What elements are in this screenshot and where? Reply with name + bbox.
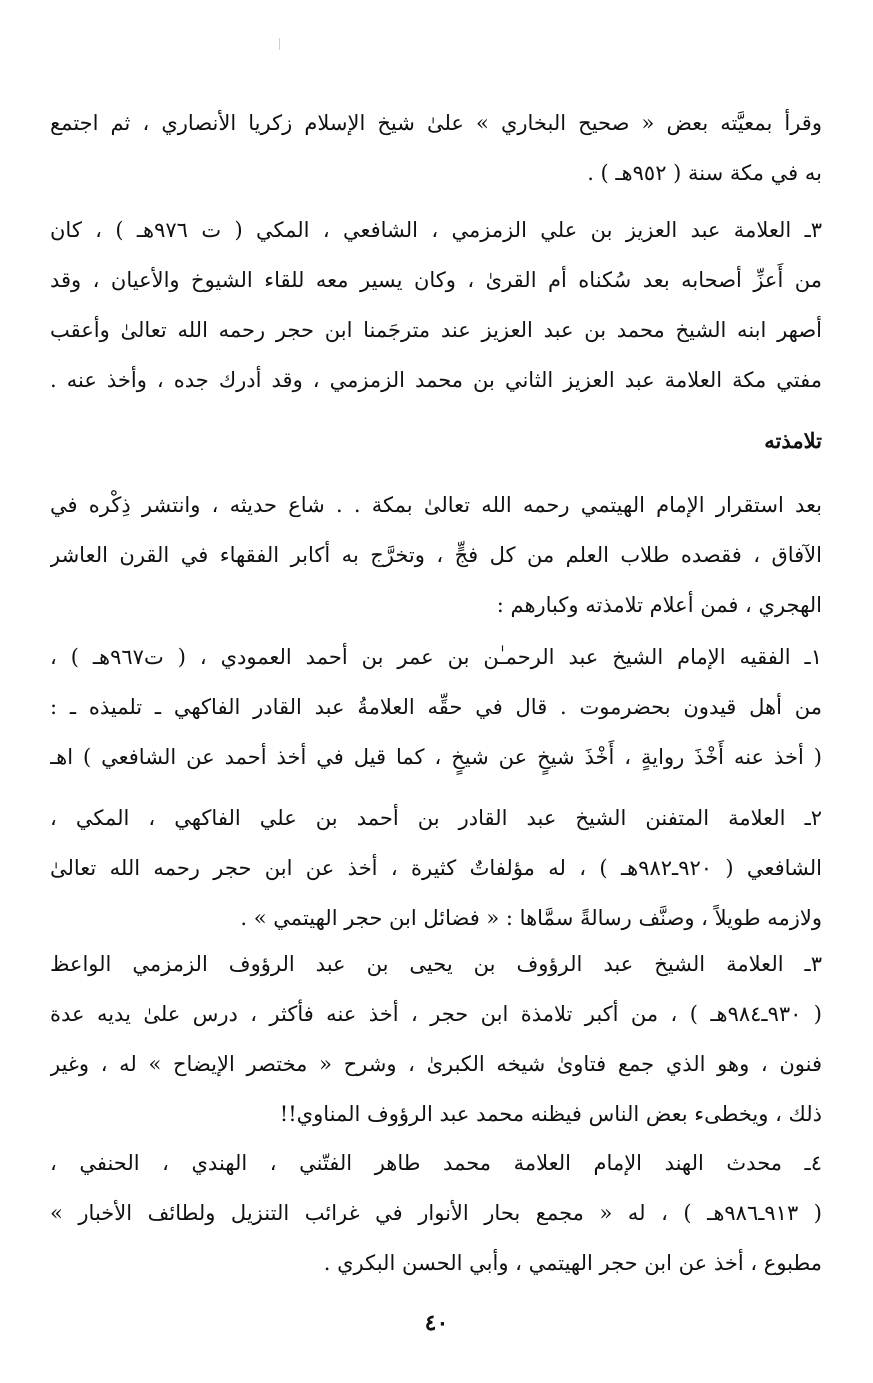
text-line: ٤ـ محدث الهند الإمام العلامة محمد طاهر الفتّني ، الهندي ، الحنفي ، [50, 1151, 822, 1175]
text-line: ٢ـ العلامة المتفنن الشيخ عبد القادر بن أحمد بن علي الفاكهي ، المكي ، [50, 806, 822, 830]
text-line: به في مكة سنة ( ٩٥٢هـ ) . [587, 161, 822, 185]
text-line: من أهل قيدون بحضرموت . قال في حقِّه العلامةُ عبد القادر الفاكهي ـ تلميذه ـ : [50, 695, 822, 719]
text-line: ولازمه طويلاً ، وصنَّف رسالةً سمَّاها : « فضائل ابن حجر الهيتمي » . [240, 906, 822, 930]
paragraph-student-1 [50, 632, 822, 782]
text-line: وقرأ بمعيَّته بعض « صحيح البخاري » علىٰ شيخ الإسلام زكريا الأنصاري ، ثم اجتمع [50, 111, 822, 135]
paragraph-continuation [50, 98, 822, 198]
page-number: ٤٠ [424, 1310, 449, 1336]
text-line: ( ٩٣٠ـ٩٨٤هـ ) ، من أكبر تلامذة ابن حجر ، أخذ عنه فأكثر ، درس علىٰ يديه عدة [50, 1002, 822, 1026]
margin-mark [279, 38, 280, 50]
paragraph-student-2 [50, 793, 822, 943]
text-line: ذلك ، ويخطىء بعض الناس فيظنه محمد عبد الرؤوف المناوي!! [279, 1102, 822, 1126]
paragraph-student-3 [50, 939, 822, 1139]
paragraph-intro [50, 480, 822, 630]
text-line: ١ـ الفقيه الإمام الشيخ عبد الرحمـٰن بن عمر بن أحمد العمودي ، ( ت٩٦٧هـ ) ، [50, 645, 822, 669]
text-line: الآفاق ، فقصده طلاب العلم من كل فجٍّ ، وتخرَّج به أكابر الفقهاء في القرن العاشر [50, 543, 822, 567]
section-heading: تلامذته [764, 428, 822, 453]
text-line: ٣ـ العلامة الشيخ عبد الرؤوف بن يحيى بن عبد الرؤوف الزمزمي الواعظ [50, 952, 822, 976]
text-line: أصهر ابنه الشيخ محمد بن عبد العزيز عند مترجَمنا ابن حجر رحمه الله تعالىٰ وأعقب [50, 318, 822, 342]
text-line: الهجري ، فمن أعلام تلامذته وكبارهم : [496, 593, 822, 617]
text-line: ٣ـ العلامة عبد العزيز بن علي الزمزمي ، الشافعي ، المكي ( ت ٩٧٦هـ ) ، كان [50, 218, 822, 242]
text-line: من أَعزِّ أصحابه بعد سُكناه أم القرىٰ ، وكان يسير معه للقاء الشيوخ والأعيان ، وقد [50, 268, 822, 292]
text-line: ( أخذ عنه أَخْذَ روايةٍ ، أَخْذَ شيخٍ عن شيخٍ ، كما قيل في أخذ أحمد عن الشافعي ) اهـ [50, 745, 822, 769]
text-line: مطبوع ، أخذ عن ابن حجر الهيتمي ، وأبي الحسن البكري . [323, 1251, 822, 1275]
text-line: بعد استقرار الإمام الهيتمي رحمه الله تعالىٰ بمكة . . شاع حديثه ، وانتشر ذِكْره في [50, 493, 822, 517]
text-line: ( ٩١٣ـ٩٨٦هـ ) ، له « مجمع بحار الأنوار في غرائب التنزيل ولطائف الأخبار » [50, 1201, 822, 1225]
paragraph-student-4 [50, 1138, 822, 1288]
text-line: الشافعي ( ٩٢٠ـ٩٨٢هـ ) ، له مؤلفاتٌ كثيرة ، أخذ عن ابن حجر رحمه الله تعالىٰ [50, 856, 822, 880]
text-line: فنون ، وهو الذي جمع فتاوىٰ شيخه الكبرىٰ ، وشرح « مختصر الإيضاح » له ، وغير [50, 1052, 822, 1076]
paragraph-teacher-3 [50, 205, 822, 405]
text-line: مفتي مكة العلامة عبد العزيز الثاني بن محمد الزمزمي ، وقد أدرك جده ، وأخذ عنه . [50, 368, 822, 392]
